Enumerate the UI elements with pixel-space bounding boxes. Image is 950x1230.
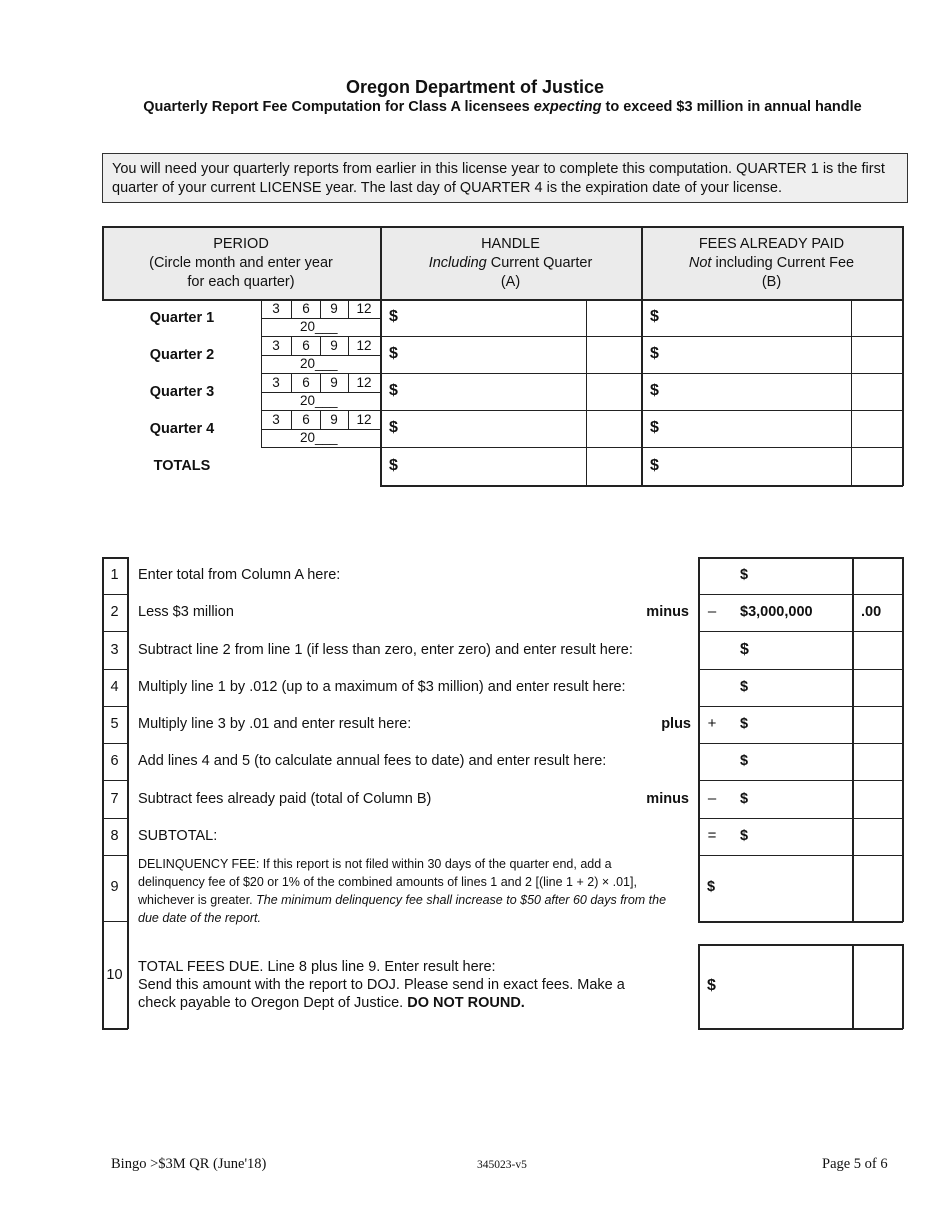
intro-note: You will need your quarterly reports from earlier in this license year to complete this computation. QUARTER 1 is the first quarter of your current LICENSE year. The last day of QUARTER 4 is the expiration date of your license. [102,153,908,203]
line-number: 8 [110,828,119,844]
month-9[interactable]: 9 [330,375,338,390]
line-2-text: Less $3 million [138,604,234,620]
line-4-text: Multiply line 1 by .012 (up to a maximum of $3 million) and enter result here: [138,679,626,695]
fees-total-field[interactable]: $ [650,457,659,474]
handle-q2-field[interactable]: $ [389,345,398,362]
line-2-amount: $3,000,000 [740,604,813,620]
handle-total-field[interactable]: $ [389,457,398,474]
line-number: 9 [110,879,119,895]
month-3[interactable]: 3 [272,375,280,390]
month-9[interactable]: 9 [330,412,338,427]
line-1-text: Enter total from Column A here: [138,567,341,583]
line-10-amount-field[interactable]: $ [707,977,716,994]
line-7-sign: – [707,790,717,807]
line-number: 5 [110,716,119,732]
line-5-sign: + [707,715,717,732]
line-number: 1 [110,567,119,583]
line-5-text: Multiply line 3 by .01 and enter result here: [138,716,412,732]
line-number: 10 [106,967,123,983]
line-7-text: Subtract fees already paid (total of Column B) [138,791,432,807]
month-3[interactable]: 3 [272,301,280,316]
year-field[interactable]: 20___ [300,430,338,445]
quarter-4-label: Quarter 4 [149,421,215,437]
totals-label: TOTALS [153,458,211,474]
line-4-amount-field[interactable]: $ [740,679,749,695]
line-9-amount-field[interactable]: $ [707,879,716,895]
fees-paid-header: FEES ALREADY PAID Not including Current Fee (B) [641,227,902,300]
line-6-text: Add lines 4 and 5 (to calculate annual fees to date) and enter result here: [138,753,607,769]
line-8-text: SUBTOTAL: [138,828,218,844]
line-7-amount-field[interactable]: $ [740,791,749,807]
line-8-amount-field[interactable]: $ [740,828,749,844]
fees-q3-field[interactable]: $ [650,382,659,399]
month-6[interactable]: 6 [302,338,310,353]
line-8-sign: = [707,827,717,844]
month-6[interactable]: 6 [302,412,310,427]
line-number: 2 [110,604,119,620]
handle-q4-field[interactable]: $ [389,419,398,436]
line-9-text: DELINQUENCY FEE: If this report is not filed within 30 days of the quarter end, add a delinquency fee of $20 or 1% of the combined amounts of lines 1 and 2 [(line 1 + 2) × .01], whichever is greater. The minimum delinquency fee shall increase to $50 after 60 days from the due date of the report. [138,857,667,925]
line-1-amount-field[interactable]: $ [740,567,749,583]
handle-q3-field[interactable]: $ [389,382,398,399]
fees-q2-field[interactable]: $ [650,345,659,362]
footer-doc-number: 345023-v5 [477,1159,527,1171]
year-field[interactable]: 20___ [300,393,338,408]
line-number: 7 [110,791,119,807]
period-header: PERIOD (Circle month and enter year for each quarter) [102,227,380,300]
quarter-1-label: Quarter 1 [149,310,215,326]
month-3[interactable]: 3 [272,412,280,427]
month-6[interactable]: 6 [302,375,310,390]
fees-q1-field[interactable]: $ [650,308,659,325]
month-9[interactable]: 9 [330,338,338,353]
line-number: 6 [110,753,119,769]
handle-q1-field[interactable]: $ [389,308,398,325]
page-title: Oregon Department of Justice [345,77,605,97]
line-3-amount-field[interactable]: $ [740,641,749,658]
month-12[interactable]: 12 [356,412,372,427]
quarter-3-label: Quarter 3 [149,384,215,400]
line-10-text: TOTAL FEES DUE. Line 8 plus line 9. Enter result here: Send this amount with the report to DOJ. Please send in exact fees. Make a check payable to Oregon Dept of Justice. DO NOT ROUND. [138,959,625,1011]
line-number: 3 [110,642,119,658]
line-5-operator: plus [661,716,691,732]
page-subtitle: Quarterly Report Fee Computation for Class A licensees expecting to exceed $3 million in annual handle [143,99,862,115]
line-number: 4 [110,679,119,695]
line-2-cents: .00 [861,604,882,620]
month-12[interactable]: 12 [356,301,372,316]
handle-header: HANDLE Including Current Quarter (A) [380,227,641,300]
month-12[interactable]: 12 [356,375,372,390]
year-field[interactable]: 20___ [300,319,338,334]
quarter-2-label: Quarter 2 [149,347,215,363]
month-12[interactable]: 12 [356,338,372,353]
fees-q4-field[interactable]: $ [650,419,659,436]
line-6-amount-field[interactable]: $ [740,753,749,769]
month-9[interactable]: 9 [330,301,338,316]
year-field[interactable]: 20___ [300,356,338,371]
line-3-text: Subtract line 2 from line 1 (if less than zero, enter zero) and enter result here: [138,642,633,658]
footer-form-id: Bingo >$3M QR (June'18) [111,1156,267,1172]
month-3[interactable]: 3 [272,338,280,353]
month-6[interactable]: 6 [302,301,310,316]
line-5-amount-field[interactable]: $ [740,716,749,732]
line-7-operator: minus [646,791,689,807]
line-2-operator: minus [646,604,689,620]
line-2-sign: – [707,603,717,620]
footer-page-number: Page 5 of 6 [822,1156,888,1172]
